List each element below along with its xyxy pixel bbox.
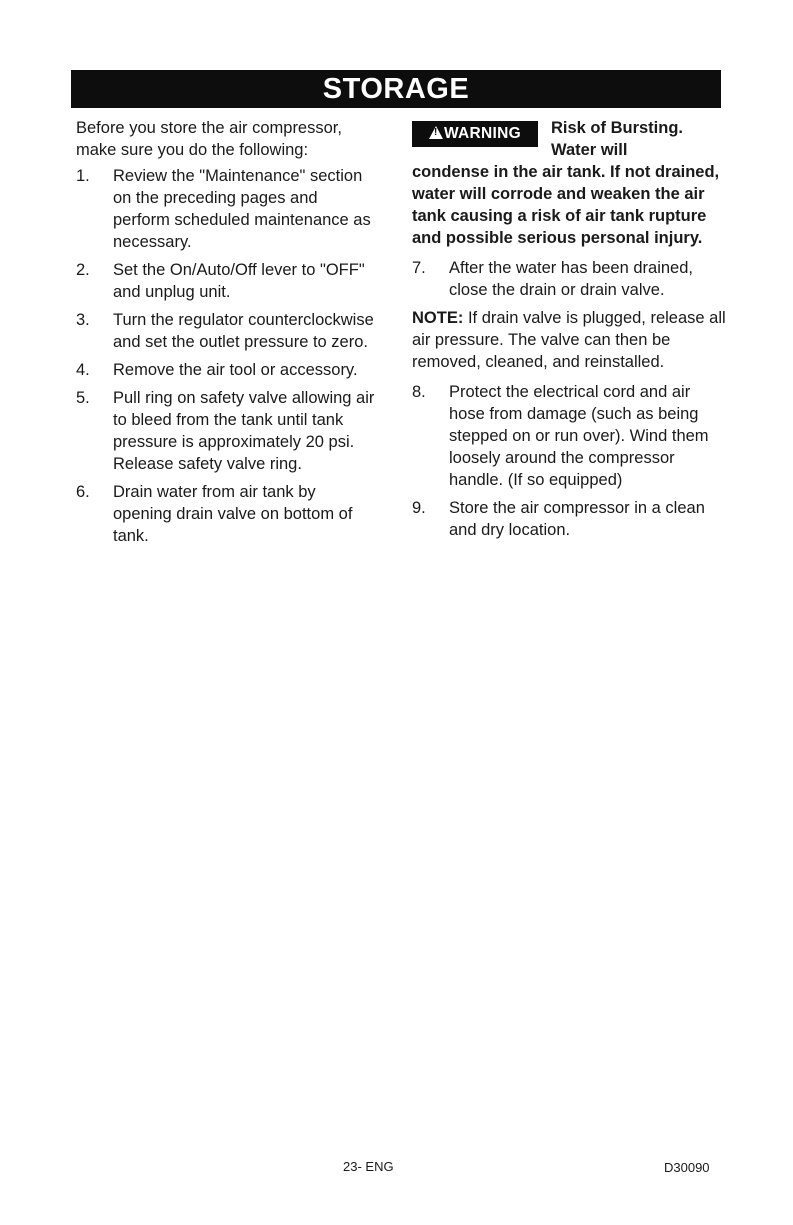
- step-text: Protect the electrical cord and air hose from damage (such as being stepped on or run over). Wind them loosely around the compressor handle. (If so equipped): [449, 383, 709, 489]
- storage-steps-list-final: [412, 381, 727, 541]
- page-number: 23- ENG: [343, 1159, 394, 1174]
- step-text: After the water has been drained, close the drain or drain valve.: [449, 259, 693, 299]
- step-item: [76, 165, 376, 253]
- warning-header: [412, 117, 727, 161]
- step-item: [76, 359, 376, 381]
- document-code: D30090: [664, 1160, 710, 1175]
- step-number: 5.: [76, 389, 90, 407]
- step-number: 3.: [76, 311, 90, 329]
- step-text: Pull ring on safety valve allowing air to bleed from the tank until tank pressure is approximately 20 psi. Release safety valve ring.: [113, 389, 375, 473]
- step-item: [76, 309, 376, 353]
- storage-steps-list: [76, 165, 376, 547]
- step-text: Review the "Maintenance" section on the preceding pages and perform scheduled maintenance as necessary.: [113, 167, 371, 251]
- note-paragraph: [412, 307, 727, 373]
- step-number: 9.: [412, 499, 426, 517]
- warning-badge-label: WARNING: [443, 125, 521, 142]
- storage-steps-list-continued: [412, 257, 727, 301]
- step-text: Turn the regulator counterclockwise and set the outlet pressure to zero.: [113, 311, 374, 351]
- step-text: Set the On/Auto/Off lever to "OFF" and unplug unit.: [113, 261, 365, 301]
- section-title: STORAGE: [322, 73, 470, 105]
- step-text: Drain water from air tank by opening drain valve on bottom of tank.: [113, 483, 353, 545]
- step-item: [412, 381, 727, 491]
- step-item: [76, 481, 376, 547]
- section-title-bar: [71, 70, 721, 108]
- step-number: 8.: [412, 383, 426, 401]
- intro-text: Before you store the air compressor, make sure you do the following:: [76, 119, 342, 159]
- warning-triangle-icon: [429, 126, 443, 139]
- note-label: NOTE:: [412, 309, 464, 327]
- step-number: 1.: [76, 167, 90, 185]
- warning-title: Risk of Bursting. Water will: [551, 119, 684, 159]
- step-item: [412, 497, 727, 541]
- warning-body: condense in the air tank. If not drained, water will corrode and weaken the air tank causing a risk of air tank rupture and possible serious personal injury.: [412, 163, 720, 247]
- step-number: 2.: [76, 261, 90, 279]
- right-column: [412, 117, 727, 547]
- step-item: [412, 257, 727, 301]
- step-item: [76, 387, 376, 475]
- left-column: [76, 117, 376, 553]
- step-item: [76, 259, 376, 303]
- step-number: 4.: [76, 361, 90, 379]
- warning-badge: [412, 121, 538, 147]
- step-number: 7.: [412, 259, 426, 277]
- step-number: 6.: [76, 483, 90, 501]
- note-text: If drain valve is plugged, release all air pressure. The valve can then be removed, cleaned, and reinstalled.: [412, 309, 726, 371]
- step-text: Remove the air tool or accessory.: [113, 361, 358, 379]
- step-text: Store the air compressor in a clean and dry location.: [449, 499, 705, 539]
